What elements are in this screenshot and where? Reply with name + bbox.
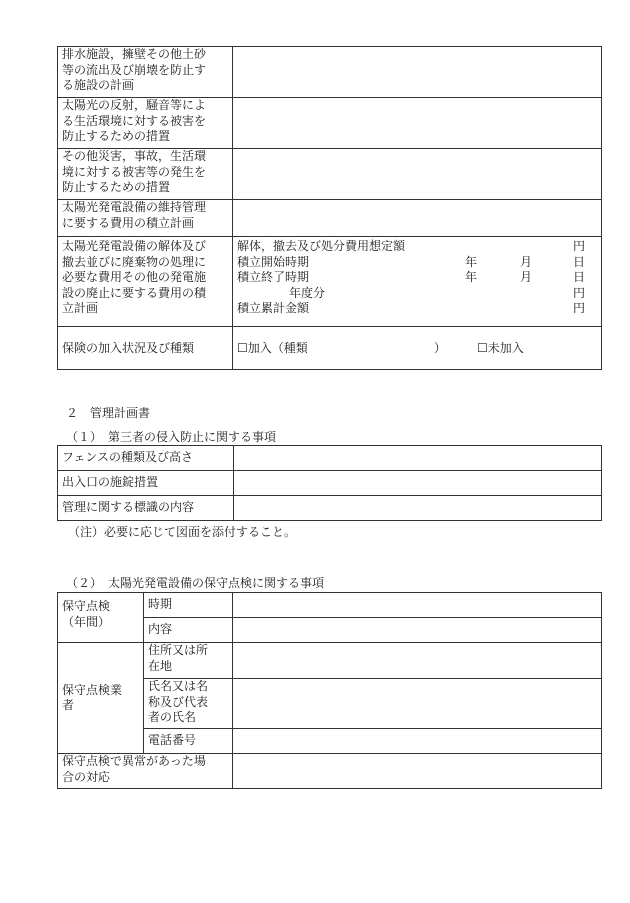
insurance-options	[233, 327, 602, 370]
table-row	[58, 149, 602, 200]
abnormal-value[interactable]	[233, 754, 602, 789]
note: （注）必要に応じて図面を添付すること。	[68, 525, 297, 539]
lock-label: 出入口の施錠措置	[58, 471, 234, 496]
phone-value[interactable]	[233, 729, 602, 754]
start-line	[237, 255, 597, 271]
total-line	[237, 301, 597, 317]
start-label: 積立開始時期	[237, 254, 310, 269]
address-value[interactable]	[233, 643, 602, 679]
period-value[interactable]	[233, 593, 602, 618]
day-unit: 日	[573, 270, 586, 284]
maintenance-cost-value[interactable]	[233, 200, 602, 237]
fence-value[interactable]	[234, 446, 602, 471]
month-unit: 月	[520, 270, 533, 284]
annual-label: 年度分	[289, 285, 326, 300]
insurance-not-joined-checkbox[interactable]: ☐未加入	[477, 341, 524, 355]
inspection-label: 保守点検 （年間）	[58, 593, 144, 643]
estimate-line	[237, 239, 597, 255]
phone-label: 電話番号	[144, 729, 233, 754]
insurance-joined-checkbox[interactable]: ☐加入（種類	[237, 341, 308, 355]
disaster-value[interactable]	[233, 149, 602, 200]
contractor-label: 保守点検業 者	[58, 643, 144, 754]
annual-line	[237, 286, 597, 302]
lock-value[interactable]	[234, 471, 602, 496]
period-label: 時期	[144, 593, 233, 618]
disaster-label: その他災害，事故，生活環 境に対する被害等の発生を 防止するための措置	[58, 149, 233, 200]
insurance-close-paren: ）	[434, 341, 447, 355]
abnormal-label: 保守点検で異常があった場 合の対応	[58, 754, 233, 789]
decommission-cost-detail[interactable]	[233, 237, 602, 327]
yen-unit: 円	[573, 301, 586, 315]
table-row	[58, 327, 602, 370]
table-row	[58, 47, 602, 98]
reflection-noise-value[interactable]	[233, 98, 602, 149]
maintenance-heading: （２） 太陽光発電設備の保守点検に関する事項	[66, 576, 325, 590]
yen-unit: 円	[573, 285, 586, 300]
intrusion-heading: （１） 第三者の侵入防止に関する事項	[66, 430, 277, 444]
drainage-label: 排水施設，擁壁その他土砂 等の流出及び崩壊を防止す る施設の計画	[58, 47, 233, 98]
maintenance-cost-label: 太陽光発電設備の維持管理 に要する費用の積立計画	[58, 200, 233, 237]
table-row	[58, 496, 602, 521]
table-row	[58, 98, 602, 149]
intrusion-table	[57, 445, 602, 521]
table-row	[58, 754, 602, 789]
drainage-value[interactable]	[233, 47, 602, 98]
facility-plan-table	[57, 46, 602, 370]
table-row	[58, 643, 602, 679]
sign-value[interactable]	[234, 496, 602, 521]
end-label: 積立終了時期	[237, 270, 310, 284]
total-label: 積立累計金額	[237, 301, 310, 315]
table-row	[58, 200, 602, 237]
decommission-cost-label: 太陽光発電設備の解体及び 撤去並びに廃棄物の処理に 必要な費用その他の発電施 設の廃止に要する費用の積 立計画	[58, 237, 233, 327]
year-unit: 年	[465, 270, 478, 284]
content-label: 内容	[144, 618, 233, 643]
estimate-label: 解体，撤去及び処分費用想定額	[237, 239, 406, 253]
sign-label: 管理に関する標識の内容	[58, 496, 234, 521]
content-value[interactable]	[233, 618, 602, 643]
end-line	[237, 270, 597, 286]
table-row	[58, 446, 602, 471]
name-label: 氏名又は名 称及び代表 者の氏名	[144, 679, 233, 729]
name-value[interactable]	[233, 679, 602, 729]
insurance-label: 保険の加入状況及び種類	[58, 327, 233, 370]
table-row	[58, 593, 602, 618]
address-label: 住所又は所 在地	[144, 643, 233, 679]
fence-label: フェンスの種類及び高さ	[58, 446, 234, 471]
reflection-noise-label: 太陽光の反射，騒音等によ る生活環境に対する被害を 防止するための措置	[58, 98, 233, 149]
maintenance-table	[57, 592, 602, 789]
day-unit: 日	[573, 254, 586, 269]
year-unit: 年	[465, 254, 478, 269]
month-unit: 月	[520, 254, 533, 269]
table-row	[58, 471, 602, 496]
yen-unit: 円	[573, 239, 586, 253]
table-row	[58, 237, 602, 327]
section2-title: ２ 管理計画書	[66, 406, 151, 420]
